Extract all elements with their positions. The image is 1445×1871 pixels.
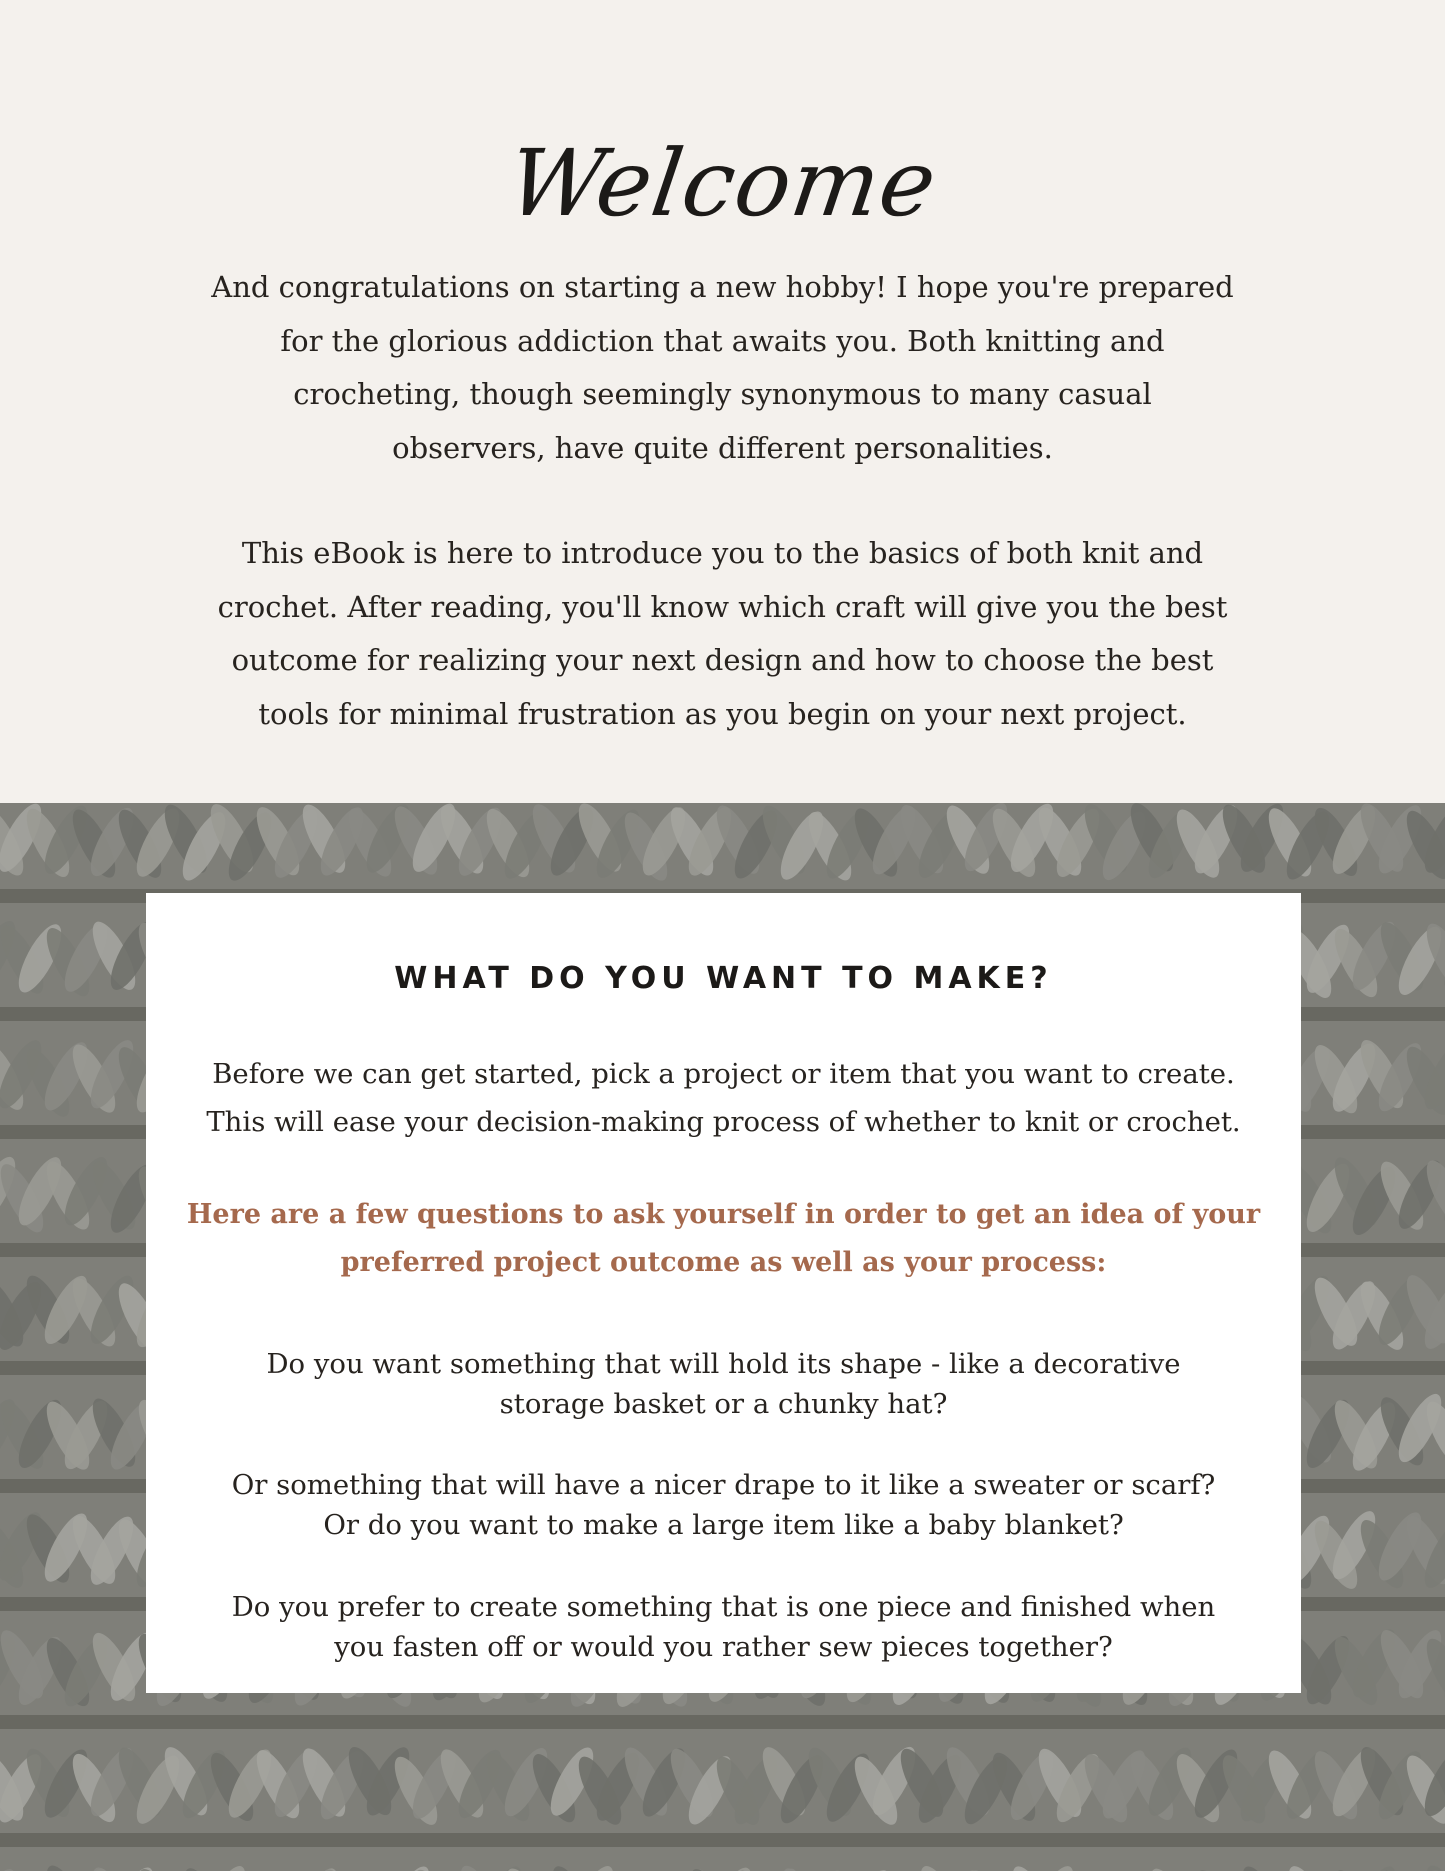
question-line: Do you prefer to create something that is one piece and finished when <box>231 1591 1216 1623</box>
question-2 <box>186 1465 1261 1545</box>
intro-paragraph-1 <box>195 261 1250 475</box>
intro-line: This eBook is here to introduce you to the basics of both knit and <box>241 536 1204 570</box>
intro-line: tools for minimal frustration as you begin on your next project. <box>258 696 1187 731</box>
question-line: you fasten off or would you rather sew pieces together? <box>334 1631 1113 1663</box>
question-line: storage basket or a chunky hat? <box>499 1388 948 1420</box>
card-intro <box>186 1050 1261 1146</box>
card-intro-line: This will ease your decision-making process of whether to knit or crochet. <box>206 1106 1241 1138</box>
page-title: Welcome <box>501 130 944 237</box>
welcome-section <box>0 0 1445 803</box>
intro-line: crochet. After reading, you'll know which craft will give you the best <box>217 589 1228 624</box>
question-card <box>146 893 1301 1693</box>
intro-line: crocheting, though seemingly synonymous to many casual <box>293 377 1152 411</box>
question-line: Or do you want to make a large item like a baby blanket? <box>323 1509 1124 1541</box>
card-highlight <box>186 1191 1261 1287</box>
question-line: Do you want something that will hold its shape - like a decorative <box>266 1348 1181 1380</box>
question-line: Or something that will have a nicer drape to it like a sweater or scarf? <box>231 1469 1216 1501</box>
card-intro-line: Before we can get started, pick a project or item that you want to create. <box>212 1058 1235 1090</box>
card-heading: WHAT DO YOU WANT TO MAKE? <box>394 961 1053 996</box>
intro-paragraph-2 <box>195 527 1250 741</box>
intro-line: And congratulations on starting a new hobby! I hope you're prepared <box>211 270 1234 304</box>
intro-line: outcome for realizing your next design and how to choose the best <box>231 643 1214 677</box>
card-highlight-line: preferred project outcome as well as your process: <box>340 1247 1107 1278</box>
card-highlight-line: Here are a few questions to ask yourself in order to get an idea of your <box>186 1199 1261 1230</box>
question-1 <box>186 1344 1261 1424</box>
question-3 <box>186 1587 1261 1667</box>
intro-line: observers, have quite different personalities. <box>392 430 1053 465</box>
intro-line: for the glorious addiction that awaits you. Both knitting and <box>280 323 1165 358</box>
